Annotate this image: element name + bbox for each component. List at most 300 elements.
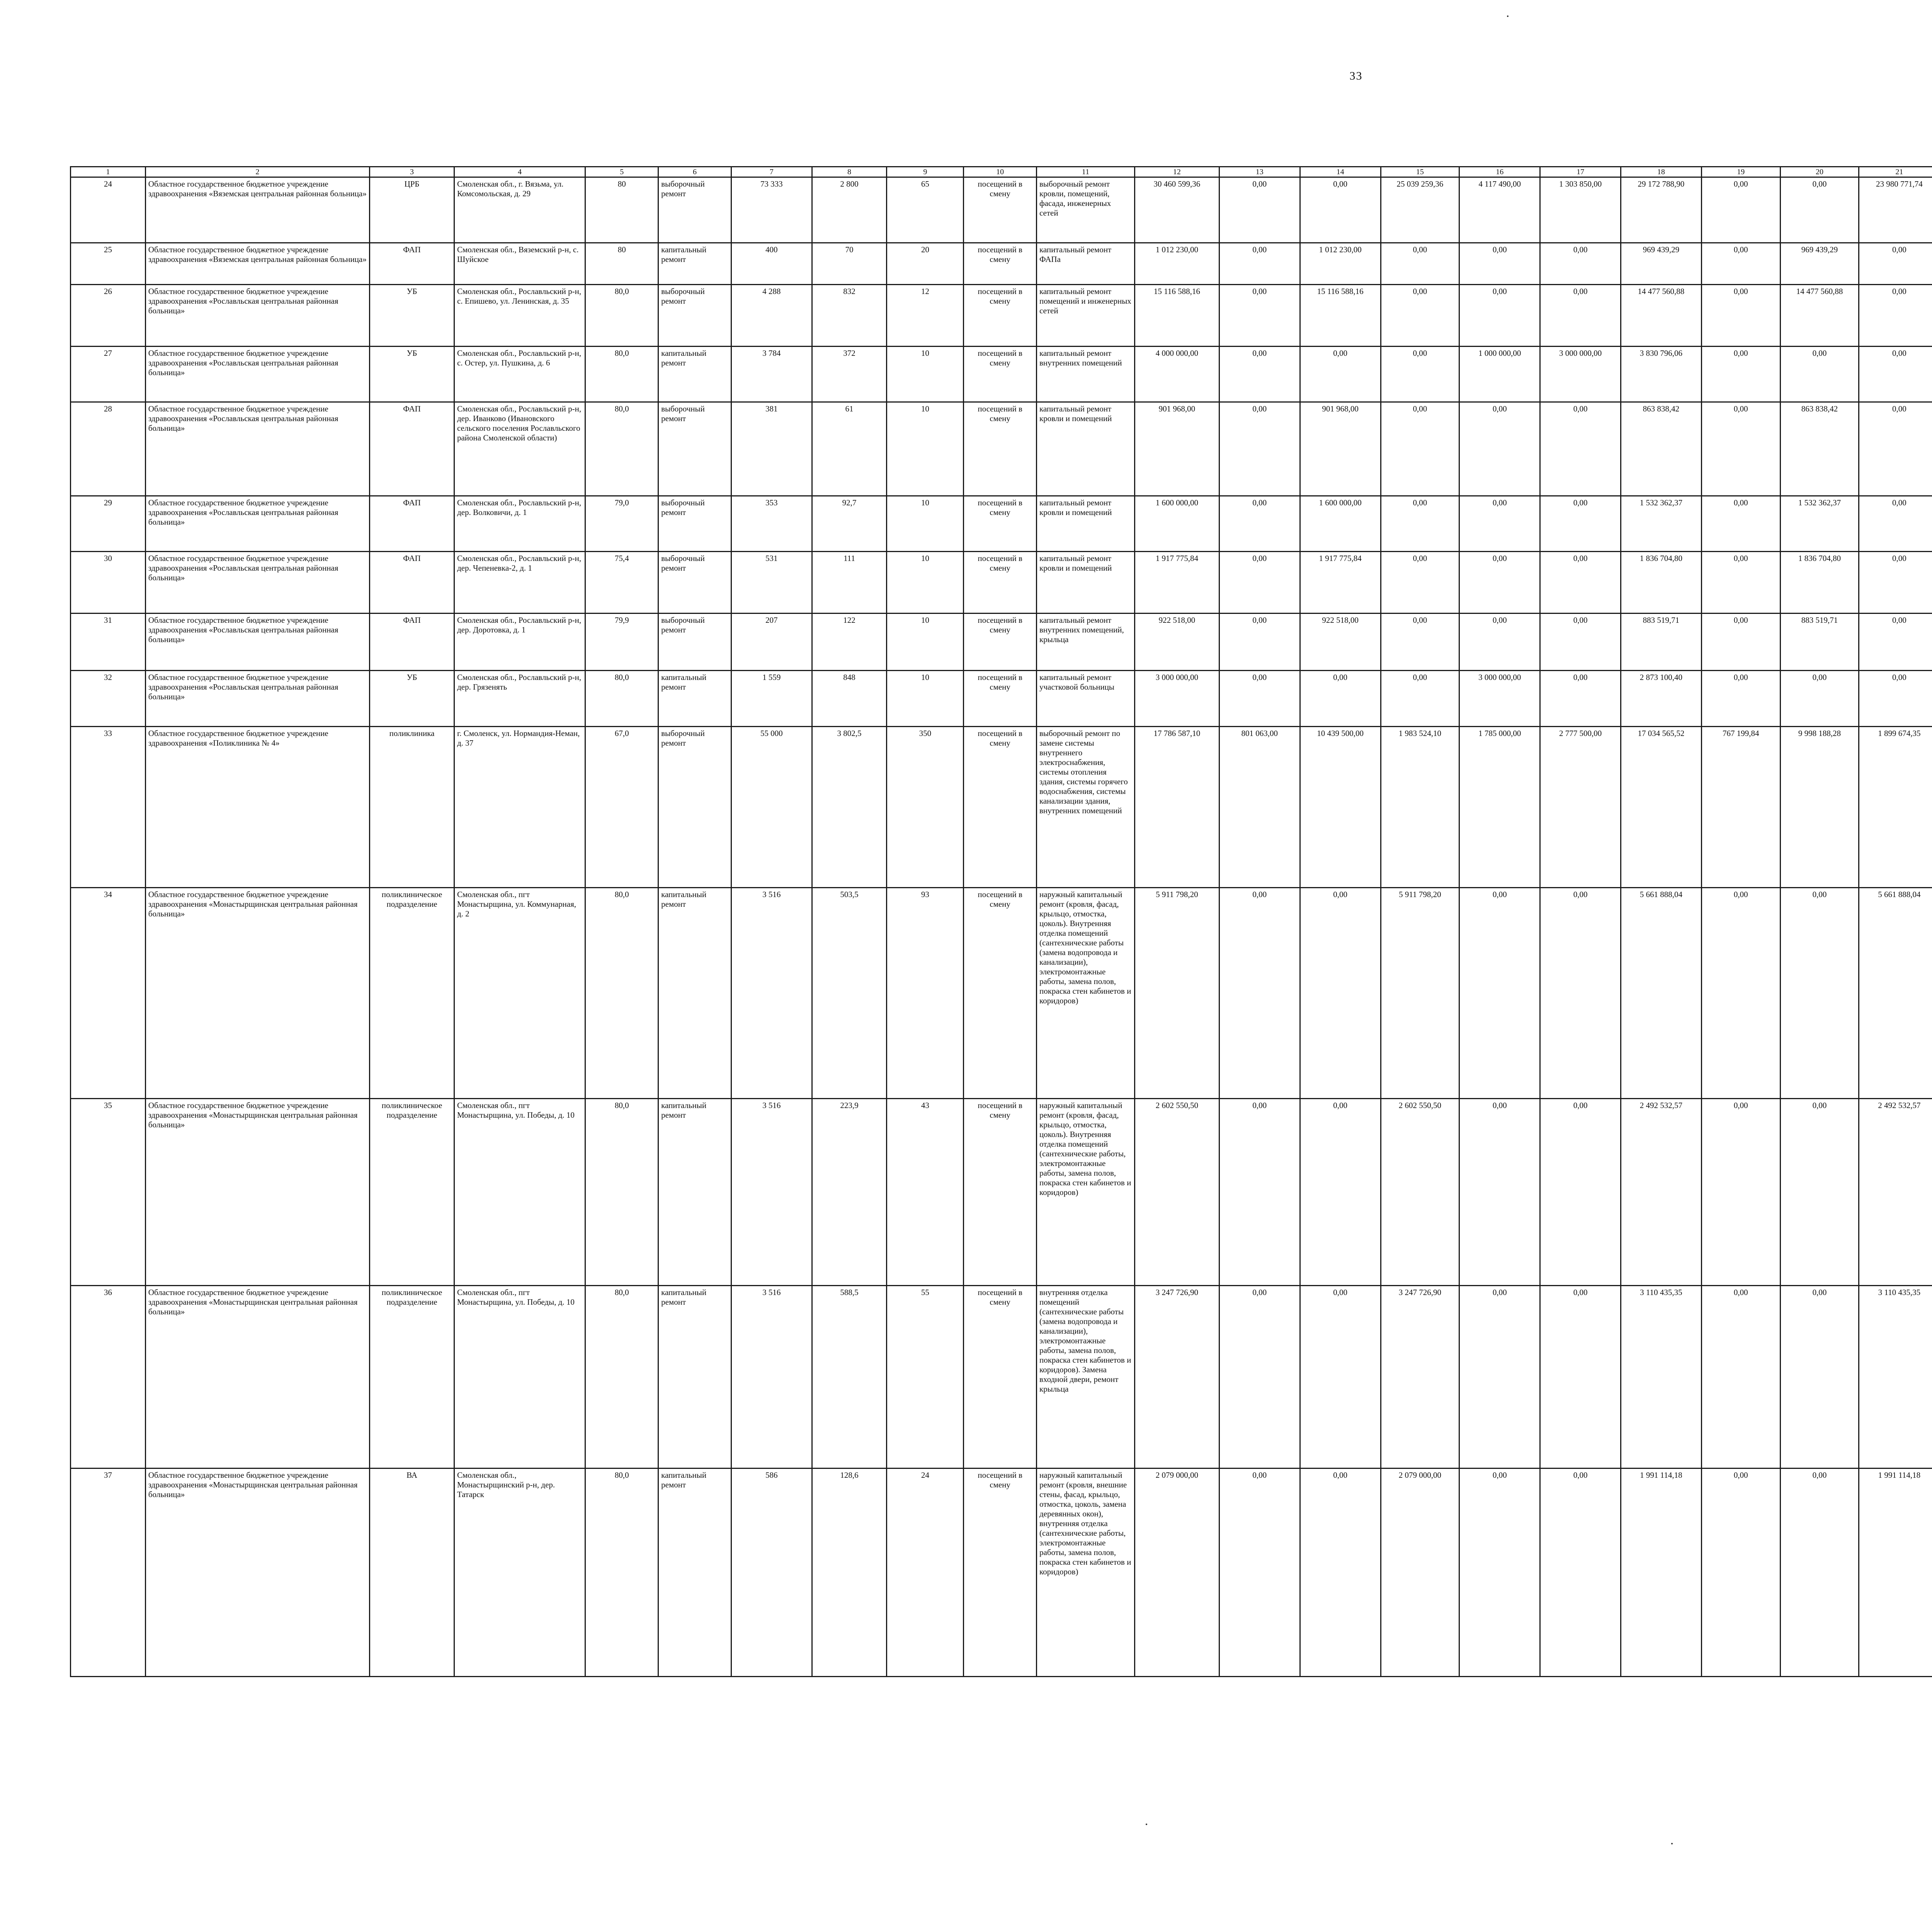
table-cell-col-21: 3 110 435,35 — [1859, 1285, 1932, 1468]
table-cell-col-17: 0,00 — [1540, 670, 1621, 726]
table-cell-col-21: 0,00 — [1859, 243, 1932, 285]
table-cell-col-21: 0,00 — [1859, 402, 1932, 496]
table-cell-col-5: 80,0 — [585, 285, 658, 347]
table-cell-col-17: 0,00 — [1540, 1468, 1621, 1677]
table-cell-col-14: 0,00 — [1300, 1285, 1381, 1468]
table-cell-col-19: 0,00 — [1701, 888, 1780, 1099]
column-number-cell: 10 — [964, 167, 1037, 177]
table-cell-col-4: Смоленская обл., пгт Монастырщина, ул. Победы, д. 10 — [454, 1098, 585, 1285]
table-cell-col-21: 0,00 — [1859, 285, 1932, 347]
table-cell-col-4: Смоленская обл., Рославльский р-н, дер. Доротовка, д. 1 — [454, 614, 585, 671]
table-row — [71, 346, 1932, 402]
table-row — [71, 177, 1932, 243]
table-cell-col-20: 0,00 — [1780, 1468, 1859, 1677]
table-cell-col-19: 0,00 — [1701, 402, 1780, 496]
table-cell-col-18: 1 991 114,18 — [1621, 1468, 1701, 1677]
column-number-cell: 5 — [585, 167, 658, 177]
table-cell-col-9: 65 — [887, 177, 964, 243]
table-cell-col-15: 0,00 — [1381, 614, 1459, 671]
table-cell-col-5: 80,0 — [585, 346, 658, 402]
table-cell-col-11: капитальный ремонт участковой больницы — [1036, 670, 1134, 726]
table-cell-col-13: 0,00 — [1219, 243, 1300, 285]
table-cell-col-10: посещений в смену — [964, 1468, 1037, 1677]
table-cell-col-13: 0,00 — [1219, 177, 1300, 243]
table-cell-col-18: 2 492 532,57 — [1621, 1098, 1701, 1285]
table-cell-col-11: внутренняя отделка помещений (сантехнические работы (замена водопровода и канализации), электромонтажные работы, замена полов, покраска стен кабинетов и коридоров). Замена входной двери, ремонт крыльца — [1036, 1285, 1134, 1468]
column-number-cell: 15 — [1381, 167, 1459, 177]
table-cell-col-3: ФАП — [370, 243, 454, 285]
table-cell-col-5: 79,9 — [585, 614, 658, 671]
table-cell-col-14: 10 439 500,00 — [1300, 726, 1381, 888]
table-cell-col-7: 3 516 — [731, 1098, 812, 1285]
table-cell-col-12: 1 600 000,00 — [1134, 496, 1219, 552]
table-cell-col-14: 0,00 — [1300, 1468, 1381, 1677]
table-cell-col-7: 4 288 — [731, 285, 812, 347]
table-cell-col-1: 34 — [71, 888, 146, 1099]
table-cell-col-19: 0,00 — [1701, 614, 1780, 671]
table-cell-col-14: 922 518,00 — [1300, 614, 1381, 671]
table-cell-col-7: 531 — [731, 552, 812, 614]
table-cell-col-3: поликлиника — [370, 726, 454, 888]
table-cell-col-18: 14 477 560,88 — [1621, 285, 1701, 347]
table-cell-col-2: Областное государственное бюджетное учреждение здравоохранения «Вяземская центральная районная больница» — [145, 177, 369, 243]
table-cell-col-11: наружный капитальный ремонт (кровля, фасад, крыльцо, отмостка, цоколь). Внутренняя отделка помещений (сантехнические работы (замена водопровода и канализации), электромонтажные работы, замена полов, покраска стен кабинетов и коридоров) — [1036, 888, 1134, 1099]
table-row — [71, 670, 1932, 726]
table-cell-col-2: Областное государственное бюджетное учреждение здравоохранения «Рославльская центральная районная больница» — [145, 614, 369, 671]
table-cell-col-14: 0,00 — [1300, 346, 1381, 402]
table-cell-col-5: 80,0 — [585, 670, 658, 726]
table-cell-col-7: 207 — [731, 614, 812, 671]
table-cell-col-3: ФАП — [370, 614, 454, 671]
table-cell-col-2: Областное государственное бюджетное учреждение здравоохранения «Рославльская центральная районная больница» — [145, 346, 369, 402]
table-cell-col-5: 80,0 — [585, 1285, 658, 1468]
table-cell-col-12: 30 460 599,36 — [1134, 177, 1219, 243]
table-cell-col-13: 0,00 — [1219, 1468, 1300, 1677]
table-cell-col-20: 0,00 — [1780, 888, 1859, 1099]
table-cell-col-2: Областное государственное бюджетное учреждение здравоохранения «Рославльская центральная районная больница» — [145, 285, 369, 347]
table-cell-col-21: 1 991 114,18 — [1859, 1468, 1932, 1677]
table-cell-col-14: 0,00 — [1300, 670, 1381, 726]
table-cell-col-20: 0,00 — [1780, 670, 1859, 726]
table-cell-col-20: 14 477 560,88 — [1780, 285, 1859, 347]
table-cell-col-3: ФАП — [370, 402, 454, 496]
table-cell-col-19: 0,00 — [1701, 1468, 1780, 1677]
table-cell-col-17: 0,00 — [1540, 496, 1621, 552]
table-cell-col-11: капитальный ремонт внутренних помещений — [1036, 346, 1134, 402]
table-cell-col-19: 0,00 — [1701, 670, 1780, 726]
table-cell-col-19: 0,00 — [1701, 243, 1780, 285]
table-cell-col-5: 75,4 — [585, 552, 658, 614]
table-cell-col-12: 1 012 230,00 — [1134, 243, 1219, 285]
table-cell-col-9: 24 — [887, 1468, 964, 1677]
table-cell-col-1: 27 — [71, 346, 146, 402]
table-cell-col-14: 1 600 000,00 — [1300, 496, 1381, 552]
table-cell-col-5: 80,0 — [585, 888, 658, 1099]
table-cell-col-1: 28 — [71, 402, 146, 496]
table-cell-col-3: УБ — [370, 346, 454, 402]
table-cell-col-5: 80 — [585, 243, 658, 285]
table-cell-col-8: 70 — [812, 243, 887, 285]
table-cell-col-15: 3 247 726,90 — [1381, 1285, 1459, 1468]
table-cell-col-14: 1 917 775,84 — [1300, 552, 1381, 614]
table-cell-col-18: 883 519,71 — [1621, 614, 1701, 671]
scan-speck — [1671, 1843, 1673, 1844]
table-cell-col-16: 0,00 — [1459, 496, 1540, 552]
table-cell-col-6: капитальный ремонт — [658, 670, 731, 726]
table-cell-col-13: 0,00 — [1219, 1098, 1300, 1285]
table-cell-col-2: Областное государственное бюджетное учреждение здравоохранения «Монастырщинская центральная районная больница» — [145, 1285, 369, 1468]
table-cell-col-5: 80,0 — [585, 402, 658, 496]
table-cell-col-3: УБ — [370, 670, 454, 726]
table-cell-col-13: 0,00 — [1219, 614, 1300, 671]
table-cell-col-6: выборочный ремонт — [658, 402, 731, 496]
table-cell-col-3: поликлиническое подразделение — [370, 888, 454, 1099]
table-cell-col-12: 15 116 588,16 — [1134, 285, 1219, 347]
table-cell-col-6: выборочный ремонт — [658, 285, 731, 347]
table-cell-col-16: 0,00 — [1459, 243, 1540, 285]
table-cell-col-8: 372 — [812, 346, 887, 402]
table-cell-col-7: 586 — [731, 1468, 812, 1677]
table-cell-col-5: 67,0 — [585, 726, 658, 888]
table-cell-col-4: Смоленская обл., Рославльский р-н, с. Остер, ул. Пушкина, д. 6 — [454, 346, 585, 402]
column-number-cell: 19 — [1701, 167, 1780, 177]
table-cell-col-13: 0,00 — [1219, 496, 1300, 552]
table-cell-col-4: Смоленская обл., Рославльский р-н, с. Епишево, ул. Ленинская, д. 35 — [454, 285, 585, 347]
table-cell-col-20: 969 439,29 — [1780, 243, 1859, 285]
table-cell-col-20: 0,00 — [1780, 1098, 1859, 1285]
table-cell-col-4: Смоленская обл., г. Вязьма, ул. Комсомольская, д. 29 — [454, 177, 585, 243]
table-cell-col-4: Смоленская обл., Рославльский р-н, дер. Чепеневка-2, д. 1 — [454, 552, 585, 614]
table-cell-col-9: 20 — [887, 243, 964, 285]
table-cell-col-1: 29 — [71, 496, 146, 552]
table-cell-col-19: 0,00 — [1701, 346, 1780, 402]
table-cell-col-9: 10 — [887, 346, 964, 402]
table-cell-col-16: 1 000 000,00 — [1459, 346, 1540, 402]
table-cell-col-7: 353 — [731, 496, 812, 552]
table-row — [71, 1285, 1932, 1468]
table-cell-col-4: Смоленская обл., пгт Монастырщина, ул. Победы, д. 10 — [454, 1285, 585, 1468]
table-cell-col-16: 0,00 — [1459, 1468, 1540, 1677]
table-cell-col-13: 0,00 — [1219, 670, 1300, 726]
table-cell-col-11: наружный капитальный ремонт (кровля, фасад, крыльцо, отмостка, цоколь). Внутренняя отделка помещений (сантехнические работы, электромонтажные работы, замена полов, покраска стен кабинетов и коридоров) — [1036, 1098, 1134, 1285]
table-cell-col-19: 0,00 — [1701, 1285, 1780, 1468]
table-cell-col-15: 2 602 550,50 — [1381, 1098, 1459, 1285]
table-cell-col-17: 0,00 — [1540, 888, 1621, 1099]
table-cell-col-3: ВА — [370, 1468, 454, 1677]
table-cell-col-9: 10 — [887, 614, 964, 671]
table-cell-col-18: 29 172 788,90 — [1621, 177, 1701, 243]
table-cell-col-10: посещений в смену — [964, 1098, 1037, 1285]
table-cell-col-1: 32 — [71, 670, 146, 726]
column-number-cell: 16 — [1459, 167, 1540, 177]
table-cell-col-12: 4 000 000,00 — [1134, 346, 1219, 402]
table-cell-col-4: Смоленская обл., Вяземский р-н, с. Шуйское — [454, 243, 585, 285]
table-cell-col-16: 0,00 — [1459, 402, 1540, 496]
table-cell-col-15: 0,00 — [1381, 670, 1459, 726]
table-cell-col-1: 24 — [71, 177, 146, 243]
table-cell-col-17: 0,00 — [1540, 1098, 1621, 1285]
table-cell-col-1: 31 — [71, 614, 146, 671]
table-cell-col-15: 1 983 524,10 — [1381, 726, 1459, 888]
table-cell-col-18: 5 661 888,04 — [1621, 888, 1701, 1099]
table-cell-col-19: 0,00 — [1701, 285, 1780, 347]
table-cell-col-10: посещений в смену — [964, 402, 1037, 496]
table-cell-col-11: капитальный ремонт кровли и помещений — [1036, 552, 1134, 614]
table-cell-col-11: выборочный ремонт по замене системы внутреннего электроснабжения, системы отопления здания, системы горячего водоснабжения, системы канализации здания, внутренних помещений — [1036, 726, 1134, 888]
column-number-cell: 18 — [1621, 167, 1701, 177]
table-cell-col-9: 55 — [887, 1285, 964, 1468]
table-cell-col-20: 1 836 704,80 — [1780, 552, 1859, 614]
table-cell-col-9: 10 — [887, 496, 964, 552]
table-cell-col-6: капитальный ремонт — [658, 243, 731, 285]
column-number-cell: 20 — [1780, 167, 1859, 177]
table-cell-col-18: 3 830 796,06 — [1621, 346, 1701, 402]
table-cell-col-3: ЦРБ — [370, 177, 454, 243]
table-cell-col-21: 2 492 532,57 — [1859, 1098, 1932, 1285]
table-cell-col-17: 0,00 — [1540, 285, 1621, 347]
table-cell-col-17: 0,00 — [1540, 402, 1621, 496]
table-cell-col-16: 0,00 — [1459, 552, 1540, 614]
table-cell-col-17: 0,00 — [1540, 614, 1621, 671]
table-cell-col-10: посещений в смену — [964, 614, 1037, 671]
table-cell-col-9: 93 — [887, 888, 964, 1099]
table-cell-col-20: 883 519,71 — [1780, 614, 1859, 671]
table-cell-col-5: 79,0 — [585, 496, 658, 552]
table-cell-col-12: 3 247 726,90 — [1134, 1285, 1219, 1468]
table-cell-col-4: Смоленская обл., Рославльский р-н, дер. Грязенять — [454, 670, 585, 726]
table-cell-col-21: 5 661 888,04 — [1859, 888, 1932, 1099]
table-cell-col-8: 588,5 — [812, 1285, 887, 1468]
table-cell-col-18: 3 110 435,35 — [1621, 1285, 1701, 1468]
table-cell-col-8: 128,6 — [812, 1468, 887, 1677]
column-number-cell: 2 — [145, 167, 369, 177]
table-cell-col-2: Областное государственное бюджетное учреждение здравоохранения «Вяземская центральная районная больница» — [145, 243, 369, 285]
table-cell-col-8: 832 — [812, 285, 887, 347]
table-cell-col-17: 1 303 850,00 — [1540, 177, 1621, 243]
table-cell-col-1: 26 — [71, 285, 146, 347]
table-cell-col-10: посещений в смену — [964, 888, 1037, 1099]
table-cell-col-12: 922 518,00 — [1134, 614, 1219, 671]
table-cell-col-18: 17 034 565,52 — [1621, 726, 1701, 888]
table-cell-col-13: 0,00 — [1219, 1285, 1300, 1468]
table-cell-col-10: посещений в смену — [964, 552, 1037, 614]
table-cell-col-2: Областное государственное бюджетное учреждение здравоохранения «Монастырщинская центральная районная больница» — [145, 1098, 369, 1285]
table-cell-col-2: Областное государственное бюджетное учреждение здравоохранения «Рославльская центральная районная больница» — [145, 670, 369, 726]
table-row — [71, 402, 1932, 496]
table-cell-col-19: 0,00 — [1701, 177, 1780, 243]
column-number-cell: 4 — [454, 167, 585, 177]
table-row — [71, 726, 1932, 888]
table-cell-col-19: 0,00 — [1701, 496, 1780, 552]
column-number-cell: 17 — [1540, 167, 1621, 177]
table-cell-col-7: 55 000 — [731, 726, 812, 888]
table-cell-col-16: 0,00 — [1459, 888, 1540, 1099]
repair-register-table — [70, 166, 1932, 1677]
scan-speck — [1146, 1824, 1147, 1825]
column-number-cell: 9 — [887, 167, 964, 177]
table-cell-col-8: 223,9 — [812, 1098, 887, 1285]
table-cell-col-10: посещений в смену — [964, 726, 1037, 888]
column-number-cell: 12 — [1134, 167, 1219, 177]
table-cell-col-3: поликлиническое подразделение — [370, 1285, 454, 1468]
table-cell-col-8: 848 — [812, 670, 887, 726]
table-cell-col-9: 43 — [887, 1098, 964, 1285]
table-cell-col-6: капитальный ремонт — [658, 1285, 731, 1468]
table-cell-col-9: 10 — [887, 670, 964, 726]
table-cell-col-12: 2 602 550,50 — [1134, 1098, 1219, 1285]
table-cell-col-7: 3 516 — [731, 888, 812, 1099]
table-cell-col-21: 23 980 771,74 — [1859, 177, 1932, 243]
table-cell-col-21: 0,00 — [1859, 346, 1932, 402]
table-cell-col-3: ФАП — [370, 496, 454, 552]
table-cell-col-3: УБ — [370, 285, 454, 347]
table-cell-col-21: 0,00 — [1859, 614, 1932, 671]
table-cell-col-18: 1 836 704,80 — [1621, 552, 1701, 614]
table-cell-col-10: посещений в смену — [964, 670, 1037, 726]
table-cell-col-15: 5 911 798,20 — [1381, 888, 1459, 1099]
table-cell-col-1: 25 — [71, 243, 146, 285]
table-cell-col-6: выборочный ремонт — [658, 177, 731, 243]
table-cell-col-11: капитальный ремонт кровли и помещений — [1036, 402, 1134, 496]
table-cell-col-7: 3 784 — [731, 346, 812, 402]
table-cell-col-3: ФАП — [370, 552, 454, 614]
table-cell-col-1: 36 — [71, 1285, 146, 1468]
table-cell-col-11: капитальный ремонт помещений и инженерных сетей — [1036, 285, 1134, 347]
table-cell-col-6: капитальный ремонт — [658, 1468, 731, 1677]
table-cell-col-1: 35 — [71, 1098, 146, 1285]
table-cell-col-21: 0,00 — [1859, 496, 1932, 552]
column-number-cell: 3 — [370, 167, 454, 177]
table-cell-col-4: Смоленская обл., пгт Монастырщина, ул. Коммунарная, д. 2 — [454, 888, 585, 1099]
table-row — [71, 243, 1932, 285]
table-cell-col-15: 0,00 — [1381, 346, 1459, 402]
table-cell-col-10: посещений в смену — [964, 285, 1037, 347]
table-cell-col-7: 73 333 — [731, 177, 812, 243]
table-cell-col-14: 15 116 588,16 — [1300, 285, 1381, 347]
table-cell-col-11: капитальный ремонт внутренних помещений, крыльца — [1036, 614, 1134, 671]
scan-speck — [1507, 15, 1509, 17]
page-number: 33 — [1349, 70, 1363, 82]
table-cell-col-11: капитальный ремонт ФАПа — [1036, 243, 1134, 285]
table-cell-col-20: 1 532 362,37 — [1780, 496, 1859, 552]
table-cell-col-17: 0,00 — [1540, 552, 1621, 614]
table-cell-col-1: 33 — [71, 726, 146, 888]
table-cell-col-7: 3 516 — [731, 1285, 812, 1468]
table-cell-col-8: 111 — [812, 552, 887, 614]
table-row — [71, 888, 1932, 1099]
table-row — [71, 285, 1932, 347]
table-cell-col-6: выборочный ремонт — [658, 614, 731, 671]
table-cell-col-19: 767 199,84 — [1701, 726, 1780, 888]
table-cell-col-13: 801 063,00 — [1219, 726, 1300, 888]
table-cell-col-9: 350 — [887, 726, 964, 888]
table-row — [71, 1098, 1932, 1285]
column-number-cell: 7 — [731, 167, 812, 177]
table-cell-col-10: посещений в смену — [964, 1285, 1037, 1468]
table-cell-col-16: 0,00 — [1459, 285, 1540, 347]
table-cell-col-10: посещений в смену — [964, 346, 1037, 402]
table-cell-col-1: 37 — [71, 1468, 146, 1677]
column-number-row — [71, 167, 1932, 177]
table-cell-col-4: Смоленская обл., Рославльский р-н, дер. Волковичи, д. 1 — [454, 496, 585, 552]
table-cell-col-12: 17 786 587,10 — [1134, 726, 1219, 888]
table-cell-col-15: 0,00 — [1381, 243, 1459, 285]
table-cell-col-8: 122 — [812, 614, 887, 671]
column-number-cell: 13 — [1219, 167, 1300, 177]
table-cell-col-15: 0,00 — [1381, 402, 1459, 496]
table-cell-col-8: 503,5 — [812, 888, 887, 1099]
table-cell-col-8: 61 — [812, 402, 887, 496]
table-cell-col-8: 92,7 — [812, 496, 887, 552]
table-cell-col-5: 80,0 — [585, 1468, 658, 1677]
table-cell-col-20: 0,00 — [1780, 1285, 1859, 1468]
table-cell-col-13: 0,00 — [1219, 888, 1300, 1099]
table-cell-col-6: капитальный ремонт — [658, 346, 731, 402]
table-cell-col-2: Областное государственное бюджетное учреждение здравоохранения «Рославльская центральная районная больница» — [145, 496, 369, 552]
table-cell-col-17: 3 000 000,00 — [1540, 346, 1621, 402]
table-cell-col-9: 10 — [887, 402, 964, 496]
table-cell-col-20: 9 998 188,28 — [1780, 726, 1859, 888]
table-cell-col-14: 0,00 — [1300, 1098, 1381, 1285]
table-cell-col-21: 1 899 674,35 — [1859, 726, 1932, 888]
table-cell-col-15: 0,00 — [1381, 552, 1459, 614]
table-cell-col-6: выборочный ремонт — [658, 552, 731, 614]
table-cell-col-14: 0,00 — [1300, 888, 1381, 1099]
table-cell-col-2: Областное государственное бюджетное учреждение здравоохранения «Рославльская центральная районная больница» — [145, 402, 369, 496]
table-cell-col-13: 0,00 — [1219, 346, 1300, 402]
table-cell-col-8: 2 800 — [812, 177, 887, 243]
table-cell-col-19: 0,00 — [1701, 1098, 1780, 1285]
column-number-cell: 14 — [1300, 167, 1381, 177]
table-cell-col-18: 1 532 362,37 — [1621, 496, 1701, 552]
table-cell-col-14: 0,00 — [1300, 177, 1381, 243]
table-cell-col-13: 0,00 — [1219, 285, 1300, 347]
table-cell-col-13: 0,00 — [1219, 552, 1300, 614]
table-cell-col-11: выборочный ремонт кровли, помещений, фасада, инженерных сетей — [1036, 177, 1134, 243]
table-cell-col-7: 400 — [731, 243, 812, 285]
table-cell-col-2: Областное государственное бюджетное учреждение здравоохранения «Монастырщинская центральная районная больница» — [145, 888, 369, 1099]
table-cell-col-12: 5 911 798,20 — [1134, 888, 1219, 1099]
column-number-cell: 8 — [812, 167, 887, 177]
table-cell-col-6: капитальный ремонт — [658, 888, 731, 1099]
table-row — [71, 552, 1932, 614]
table-cell-col-8: 3 802,5 — [812, 726, 887, 888]
column-number-cell: 6 — [658, 167, 731, 177]
table-cell-col-12: 3 000 000,00 — [1134, 670, 1219, 726]
column-number-cell: 1 — [71, 167, 146, 177]
table-row — [71, 1468, 1932, 1677]
table-cell-col-10: посещений в смену — [964, 496, 1037, 552]
table-cell-col-2: Областное государственное бюджетное учреждение здравоохранения «Монастырщинская центральная районная больница» — [145, 1468, 369, 1677]
table-cell-col-9: 10 — [887, 552, 964, 614]
table-cell-col-7: 1 559 — [731, 670, 812, 726]
table-cell-col-15: 0,00 — [1381, 496, 1459, 552]
table-row — [71, 614, 1932, 671]
table-cell-col-12: 901 968,00 — [1134, 402, 1219, 496]
table-cell-col-18: 863 838,42 — [1621, 402, 1701, 496]
table-cell-col-16: 0,00 — [1459, 614, 1540, 671]
table-cell-col-18: 969 439,29 — [1621, 243, 1701, 285]
table-cell-col-17: 0,00 — [1540, 1285, 1621, 1468]
table-cell-col-5: 80,0 — [585, 1098, 658, 1285]
table-cell-col-13: 0,00 — [1219, 402, 1300, 496]
table-cell-col-12: 2 079 000,00 — [1134, 1468, 1219, 1677]
table-cell-col-7: 381 — [731, 402, 812, 496]
table-cell-col-14: 1 012 230,00 — [1300, 243, 1381, 285]
table-cell-col-5: 80 — [585, 177, 658, 243]
table-cell-col-11: капитальный ремонт кровли и помещений — [1036, 496, 1134, 552]
table-cell-col-15: 0,00 — [1381, 285, 1459, 347]
